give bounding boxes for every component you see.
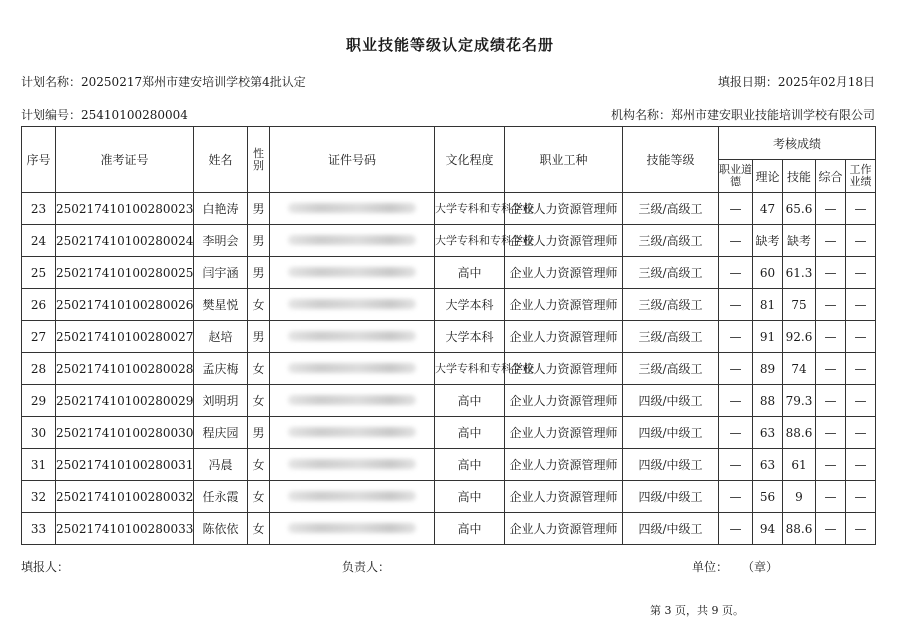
unit-text: 单位： <box>692 560 729 574</box>
gender-cell: 男 <box>248 417 270 449</box>
table-row <box>22 481 876 513</box>
redacted-id <box>288 235 416 245</box>
education-cell: 大学本科 <box>435 321 505 353</box>
name-cell: 赵培 <box>194 321 248 353</box>
id-no-cell <box>270 289 435 321</box>
redacted-id <box>288 395 416 405</box>
skill-cell: 79.3 <box>783 385 816 417</box>
overall-cell: — <box>816 353 846 385</box>
education-cell: 高中 <box>435 417 505 449</box>
education-cell: 高中 <box>435 385 505 417</box>
occupation-cell: 企业人力资源管理师 <box>505 321 623 353</box>
exam-no-cell: 250217410100280031 <box>56 449 194 481</box>
name-cell: 闫宇涵 <box>194 257 248 289</box>
skill-cell: 65.6 <box>783 193 816 225</box>
ethics-cell: — <box>719 513 753 545</box>
id-no-cell <box>270 481 435 513</box>
overall-cell: — <box>816 289 846 321</box>
id-no-cell <box>270 257 435 289</box>
table-row <box>22 193 876 225</box>
plan-no-value: 25410100280004 <box>81 108 188 122</box>
level-cell: 四级/中级工 <box>623 513 719 545</box>
education-cell: 大学专科和专科学校 <box>435 225 505 257</box>
name-cell: 程庆园 <box>194 417 248 449</box>
table-row <box>22 385 876 417</box>
work-cell: — <box>846 193 876 225</box>
seq-cell: 32 <box>22 481 56 513</box>
seq-cell: 27 <box>22 321 56 353</box>
seq-cell: 29 <box>22 385 56 417</box>
header-skill: 技能 <box>783 160 816 193</box>
gender-cell: 女 <box>248 289 270 321</box>
overall-cell: — <box>816 385 846 417</box>
occupation-cell: 企业人力资源管理师 <box>505 449 623 481</box>
level-cell: 四级/中级工 <box>623 449 719 481</box>
education-cell: 高中 <box>435 449 505 481</box>
table-row <box>22 417 876 449</box>
id-no-cell <box>270 321 435 353</box>
theory-cell: 60 <box>753 257 783 289</box>
level-cell: 四级/中级工 <box>623 481 719 513</box>
exam-no-cell: 250217410100280030 <box>56 417 194 449</box>
overall-cell: — <box>816 193 846 225</box>
theory-cell: 88 <box>753 385 783 417</box>
header-theory: 理论 <box>753 160 783 193</box>
fill-date-line <box>718 73 875 90</box>
name-cell: 樊星悦 <box>194 289 248 321</box>
work-cell: — <box>846 321 876 353</box>
id-no-cell <box>270 417 435 449</box>
plan-name-label: 计划名称： <box>21 75 82 89</box>
org-value: 郑州市建安职业技能培训学校有限公司 <box>670 108 875 122</box>
exam-no-cell: 250217410100280024 <box>56 225 194 257</box>
seq-cell: 30 <box>22 417 56 449</box>
level-cell: 四级/中级工 <box>623 417 719 449</box>
redacted-id <box>288 363 416 373</box>
occupation-cell: 企业人力资源管理师 <box>505 225 623 257</box>
responsible-label: 负责人： <box>342 560 391 574</box>
org-line <box>611 106 875 123</box>
education-cell: 大学本科 <box>435 289 505 321</box>
header-education: 文化程度 <box>435 127 505 193</box>
occupation-cell: 企业人力资源管理师 <box>505 289 623 321</box>
overall-cell: — <box>816 225 846 257</box>
header-overall: 综合 <box>816 160 846 193</box>
name-cell: 李明会 <box>194 225 248 257</box>
seq-cell: 28 <box>22 353 56 385</box>
seq-cell: 24 <box>22 225 56 257</box>
seq-cell: 25 <box>22 257 56 289</box>
name-cell: 冯晨 <box>194 449 248 481</box>
plan-name-line <box>21 73 306 90</box>
fill-date-value: 2025年02月18日 <box>777 75 875 89</box>
seq-cell: 23 <box>22 193 56 225</box>
skill-cell: 9 <box>783 481 816 513</box>
id-no-cell <box>270 449 435 481</box>
header-gender: 性别 <box>248 127 270 193</box>
gender-cell: 男 <box>248 321 270 353</box>
level-cell: 三级/高级工 <box>623 321 719 353</box>
gender-cell: 男 <box>248 193 270 225</box>
theory-cell: 56 <box>753 481 783 513</box>
header-id-no: 证件号码 <box>270 127 435 193</box>
education-cell: 高中 <box>435 481 505 513</box>
work-cell: — <box>846 417 876 449</box>
redacted-id <box>288 427 416 437</box>
plan-name-value: 20250217郑州市建安培训学校第4批认定 <box>81 75 306 89</box>
level-cell: 三级/高级工 <box>623 353 719 385</box>
table-row <box>22 353 876 385</box>
level-cell: 三级/高级工 <box>623 289 719 321</box>
gender-cell: 男 <box>248 257 270 289</box>
gender-cell: 女 <box>248 385 270 417</box>
ethics-cell: — <box>719 193 753 225</box>
fill-date-label: 填报日期： <box>717 75 778 89</box>
plan-no-line <box>21 106 188 123</box>
exam-no-cell: 250217410100280032 <box>56 481 194 513</box>
skill-cell: 88.6 <box>783 513 816 545</box>
table-row <box>22 449 876 481</box>
unit-label <box>692 558 778 575</box>
exam-no-cell: 250217410100280028 <box>56 353 194 385</box>
occupation-cell: 企业人力资源管理师 <box>505 513 623 545</box>
header-name: 姓名 <box>194 127 248 193</box>
ethics-cell: — <box>719 449 753 481</box>
exam-no-cell: 250217410100280026 <box>56 289 194 321</box>
header-level: 技能等级 <box>623 127 719 193</box>
table-row <box>22 321 876 353</box>
level-cell: 三级/高级工 <box>623 257 719 289</box>
level-cell: 三级/高级工 <box>623 225 719 257</box>
header-ethics: 职业道德 <box>719 160 753 193</box>
header-exam-no: 准考证号 <box>56 127 194 193</box>
org-label: 机构名称： <box>610 108 671 122</box>
gender-cell: 女 <box>248 449 270 481</box>
skill-cell: 74 <box>783 353 816 385</box>
table-row <box>22 289 876 321</box>
exam-no-cell: 250217410100280027 <box>56 321 194 353</box>
overall-cell: — <box>816 257 846 289</box>
occupation-cell: 企业人力资源管理师 <box>505 417 623 449</box>
ethics-cell: — <box>719 257 753 289</box>
skill-cell: 缺考 <box>783 225 816 257</box>
overall-cell: — <box>816 513 846 545</box>
work-cell: — <box>846 289 876 321</box>
work-cell: — <box>846 481 876 513</box>
theory-cell: 91 <box>753 321 783 353</box>
name-cell: 孟庆梅 <box>194 353 248 385</box>
id-no-cell <box>270 353 435 385</box>
id-no-cell <box>270 513 435 545</box>
redacted-id <box>288 299 416 309</box>
gender-cell: 女 <box>248 353 270 385</box>
ethics-cell: — <box>719 481 753 513</box>
header-work: 工作业绩 <box>846 160 876 193</box>
header-scores: 考核成绩 <box>719 127 876 160</box>
work-cell: — <box>846 513 876 545</box>
skill-cell: 61 <box>783 449 816 481</box>
exam-no-cell: 250217410100280029 <box>56 385 194 417</box>
overall-cell: — <box>816 321 846 353</box>
theory-cell: 94 <box>753 513 783 545</box>
occupation-cell: 企业人力资源管理师 <box>505 353 623 385</box>
seq-cell: 33 <box>22 513 56 545</box>
name-cell: 任永霞 <box>194 481 248 513</box>
ethics-cell: — <box>719 353 753 385</box>
ethics-cell: — <box>719 417 753 449</box>
seq-cell: 31 <box>22 449 56 481</box>
occupation-cell: 企业人力资源管理师 <box>505 193 623 225</box>
table-row <box>22 257 876 289</box>
name-cell: 刘明玥 <box>194 385 248 417</box>
skill-cell: 61.3 <box>783 257 816 289</box>
education-cell: 大学专科和专科学校 <box>435 193 505 225</box>
skill-cell: 92.6 <box>783 321 816 353</box>
name-cell: 陈依依 <box>194 513 248 545</box>
ethics-cell: — <box>719 321 753 353</box>
redacted-id <box>288 203 416 213</box>
occupation-cell: 企业人力资源管理师 <box>505 481 623 513</box>
redacted-id <box>288 523 416 533</box>
header-seq: 序号 <box>22 127 56 193</box>
overall-cell: — <box>816 481 846 513</box>
seal-text: （章） <box>742 560 779 574</box>
score-table <box>21 126 876 545</box>
level-cell: 四级/中级工 <box>623 385 719 417</box>
id-no-cell <box>270 225 435 257</box>
overall-cell: — <box>816 449 846 481</box>
work-cell: — <box>846 353 876 385</box>
table-row <box>22 225 876 257</box>
gender-cell: 男 <box>248 225 270 257</box>
redacted-id <box>288 491 416 501</box>
document-title: 职业技能等级认定成绩花名册 <box>345 36 554 54</box>
gender-cell: 女 <box>248 513 270 545</box>
theory-cell: 缺考 <box>753 225 783 257</box>
education-cell: 大学专科和专科学校 <box>435 353 505 385</box>
gender-cell: 女 <box>248 481 270 513</box>
overall-cell: — <box>816 417 846 449</box>
occupation-cell: 企业人力资源管理师 <box>505 385 623 417</box>
ethics-cell: — <box>719 225 753 257</box>
ethics-cell: — <box>719 289 753 321</box>
id-no-cell <box>270 385 435 417</box>
work-cell: — <box>846 257 876 289</box>
filler-label: 填报人： <box>21 560 70 574</box>
ethics-cell: — <box>719 385 753 417</box>
skill-cell: 88.6 <box>783 417 816 449</box>
table-row <box>22 513 876 545</box>
level-cell: 三级/高级工 <box>623 193 719 225</box>
redacted-id <box>288 331 416 341</box>
work-cell: — <box>846 225 876 257</box>
header-occupation: 职业工种 <box>505 127 623 193</box>
plan-no-label: 计划编号： <box>21 108 82 122</box>
work-cell: — <box>846 385 876 417</box>
theory-cell: 81 <box>753 289 783 321</box>
redacted-id <box>288 459 416 469</box>
table-body <box>22 193 876 545</box>
id-no-cell <box>270 193 435 225</box>
theory-cell: 89 <box>753 353 783 385</box>
education-cell: 高中 <box>435 257 505 289</box>
exam-no-cell: 250217410100280023 <box>56 193 194 225</box>
page-indicator: 第 3 页，共 9 页。 <box>650 604 744 617</box>
theory-cell: 47 <box>753 193 783 225</box>
skill-cell: 75 <box>783 289 816 321</box>
work-cell: — <box>846 449 876 481</box>
redacted-id <box>288 267 416 277</box>
seq-cell: 26 <box>22 289 56 321</box>
occupation-cell: 企业人力资源管理师 <box>505 257 623 289</box>
theory-cell: 63 <box>753 449 783 481</box>
theory-cell: 63 <box>753 417 783 449</box>
exam-no-cell: 250217410100280033 <box>56 513 194 545</box>
education-cell: 高中 <box>435 513 505 545</box>
exam-no-cell: 250217410100280025 <box>56 257 194 289</box>
name-cell: 白艳涛 <box>194 193 248 225</box>
